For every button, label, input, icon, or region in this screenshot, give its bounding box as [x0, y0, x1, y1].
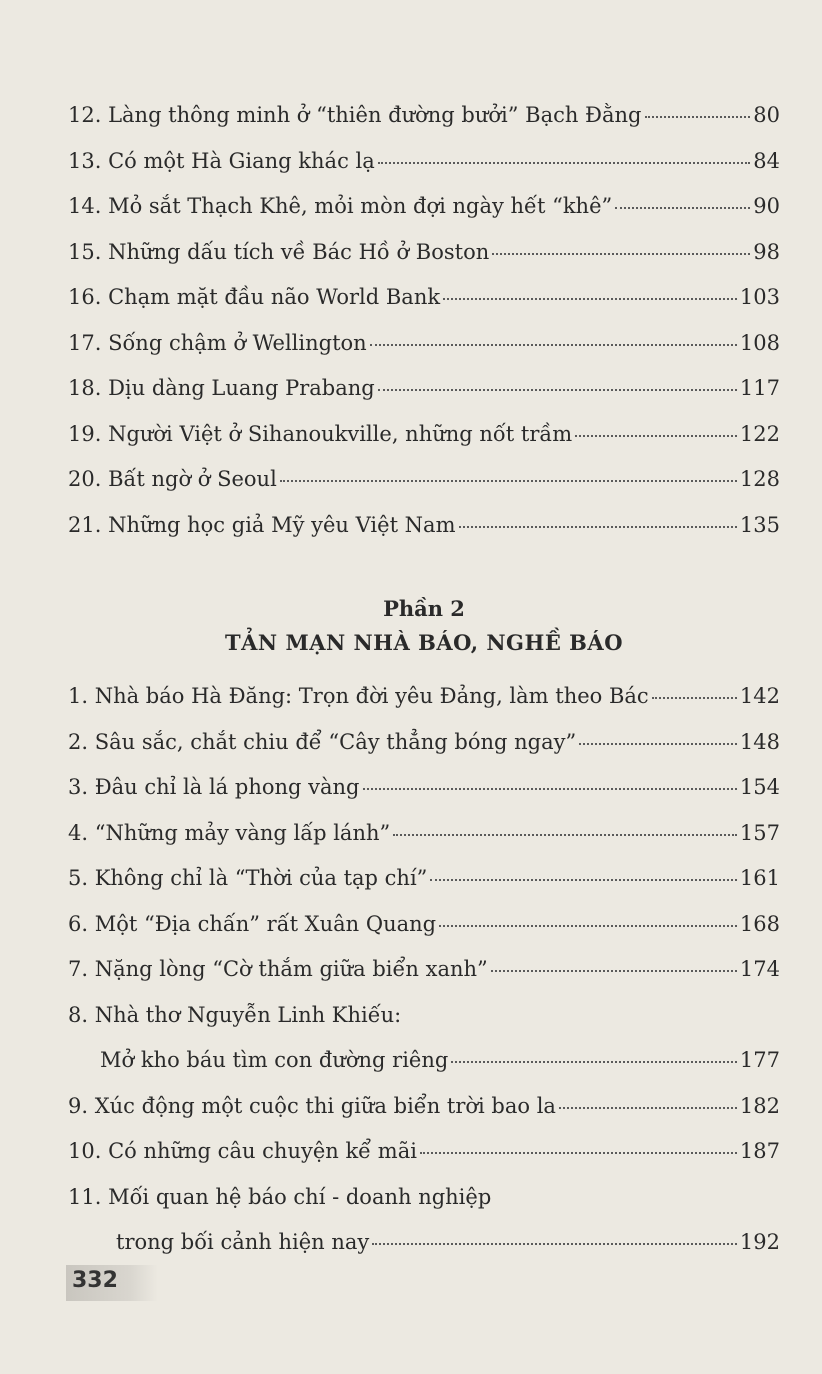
- toc-entry[interactable]: [68, 230, 780, 276]
- entry-title: 17. Sống chậm ở Wellington: [68, 330, 367, 355]
- entry-page: 84: [753, 148, 780, 173]
- entry-page: 135: [739, 512, 780, 537]
- entry-page: 192: [739, 1230, 780, 1254]
- entry-title: 16. Chạm mặt đầu não World Bank: [68, 285, 441, 309]
- entry-title: 13. Có một Hà Giang khác lạ: [68, 148, 375, 173]
- entry-title: 4. “Những mảy vàng lấp lánh”: [68, 820, 391, 845]
- toc-part2: [68, 674, 780, 1266]
- entry-title: 3. Đâu chỉ là lá phong vàng: [68, 775, 360, 799]
- toc-entry[interactable]: [68, 811, 780, 857]
- dot-leader: [420, 1152, 737, 1154]
- dot-leader: [615, 207, 750, 209]
- toc-entry[interactable]: [68, 720, 780, 766]
- entry-page: 90: [753, 194, 780, 218]
- entry-title: 5. Không chỉ là “Thời của tạp chí”: [68, 866, 428, 890]
- dot-leader: [393, 834, 737, 836]
- toc-entry[interactable]: [68, 856, 780, 902]
- toc-entry[interactable]: [68, 93, 780, 139]
- entry-page: 168: [739, 911, 780, 936]
- toc-part1: [68, 93, 780, 548]
- entry-title: 21. Những học giả Mỹ yêu Việt Nam: [68, 512, 456, 537]
- dot-leader: [645, 116, 751, 118]
- entry-title: 18. Dịu dàng Luang Prabang: [68, 376, 375, 400]
- toc-entry[interactable]: [68, 674, 780, 720]
- page-footer: [66, 1265, 158, 1301]
- entry-title: 2. Sâu sắc, chắt chiu để “Cây thẳng bóng ngay”: [68, 729, 577, 754]
- dot-leader: [370, 344, 737, 346]
- entry-page: 161: [739, 866, 780, 890]
- entry-page: 128: [739, 467, 780, 491]
- toc-entry[interactable]: [68, 993, 780, 1084]
- entry-title-line2: Mở kho báu tìm con đường riêng: [100, 1048, 449, 1072]
- dot-leader: [492, 253, 750, 255]
- dot-leader: [378, 162, 751, 164]
- dot-leader: [559, 1107, 737, 1109]
- section-title: TẢN MẠN NHÀ BÁO, NGHỀ BÁO: [225, 630, 623, 655]
- entry-title: 12. Làng thông minh ở “thiên đường bưởi” Bạch Đằng: [68, 103, 642, 127]
- toc-entry[interactable]: [68, 457, 780, 503]
- entry-page: 174: [739, 957, 780, 981]
- dot-leader: [430, 879, 737, 881]
- entry-page: 98: [753, 239, 780, 264]
- toc-entry[interactable]: [68, 947, 780, 993]
- dot-leader: [280, 480, 737, 482]
- page-number: 332: [72, 1268, 118, 1293]
- entry-title: 9. Xúc động một cuộc thi giữa biển trời bao la: [68, 1093, 556, 1118]
- dot-leader: [451, 1061, 737, 1063]
- toc-entry[interactable]: [68, 184, 780, 230]
- entry-title: 15. Những dấu tích về Bác Hồ ở Boston: [68, 239, 490, 264]
- section-number: Phần 2: [383, 596, 465, 621]
- entry-page: 117: [739, 376, 780, 400]
- section-heading: [68, 592, 780, 660]
- entry-title: 10. Có những câu chuyện kể mãi: [68, 1139, 417, 1163]
- toc-entry[interactable]: [68, 503, 780, 549]
- entry-page: 177: [739, 1048, 780, 1072]
- dot-leader: [579, 743, 737, 745]
- entry-page: 103: [739, 285, 780, 309]
- toc-entry[interactable]: [68, 139, 780, 185]
- dot-leader: [459, 526, 737, 528]
- entry-title: 1. Nhà báo Hà Đăng: Trọn đời yêu Đảng, làm theo Bác: [68, 684, 649, 708]
- toc-entry[interactable]: [68, 1084, 780, 1130]
- entry-title: 6. Một “Địa chấn” rất Xuân Quang: [68, 911, 437, 936]
- dot-leader: [378, 389, 737, 391]
- entry-title: 19. Người Việt ở Sihanoukville, những nốt trầm: [68, 421, 573, 446]
- entry-title: 7. Nặng lòng “Cờ thắm giữa biển xanh”: [68, 957, 488, 981]
- dot-leader: [439, 925, 737, 927]
- entry-title: 14. Mỏ sắt Thạch Khê, mỏi mòn đợi ngày hết “khê”: [68, 194, 613, 218]
- entry-title-line1: 11. Mối quan hệ báo chí - doanh nghiệp: [68, 1184, 492, 1209]
- entry-page: 148: [739, 729, 780, 754]
- dot-leader: [652, 697, 737, 699]
- entry-page: 108: [739, 330, 780, 355]
- dot-leader: [491, 970, 737, 972]
- toc-entry[interactable]: [68, 1175, 780, 1266]
- entry-page: 154: [739, 775, 780, 799]
- entry-title-line1: 8. Nhà thơ Nguyễn Linh Khiếu:: [68, 1002, 402, 1027]
- entry-title-line2: trong bối cảnh hiện nay: [116, 1230, 370, 1254]
- dot-leader: [443, 298, 737, 300]
- entry-page: 182: [739, 1093, 780, 1118]
- entry-page: 80: [753, 103, 780, 127]
- toc-entry[interactable]: [68, 321, 780, 367]
- toc-entry[interactable]: [68, 1129, 780, 1175]
- toc-entry[interactable]: [68, 275, 780, 321]
- dot-leader: [575, 435, 737, 437]
- toc-entry[interactable]: [68, 412, 780, 458]
- toc-entry[interactable]: [68, 902, 780, 948]
- entry-page: 122: [739, 421, 780, 446]
- entry-page: 142: [739, 684, 780, 708]
- toc-entry[interactable]: [68, 366, 780, 412]
- entry-page: 187: [739, 1139, 780, 1163]
- entry-title: 20. Bất ngờ ở Seoul: [68, 467, 277, 491]
- toc-entry[interactable]: [68, 765, 780, 811]
- dot-leader: [372, 1243, 737, 1245]
- dot-leader: [363, 788, 737, 790]
- entry-page: 157: [739, 820, 780, 845]
